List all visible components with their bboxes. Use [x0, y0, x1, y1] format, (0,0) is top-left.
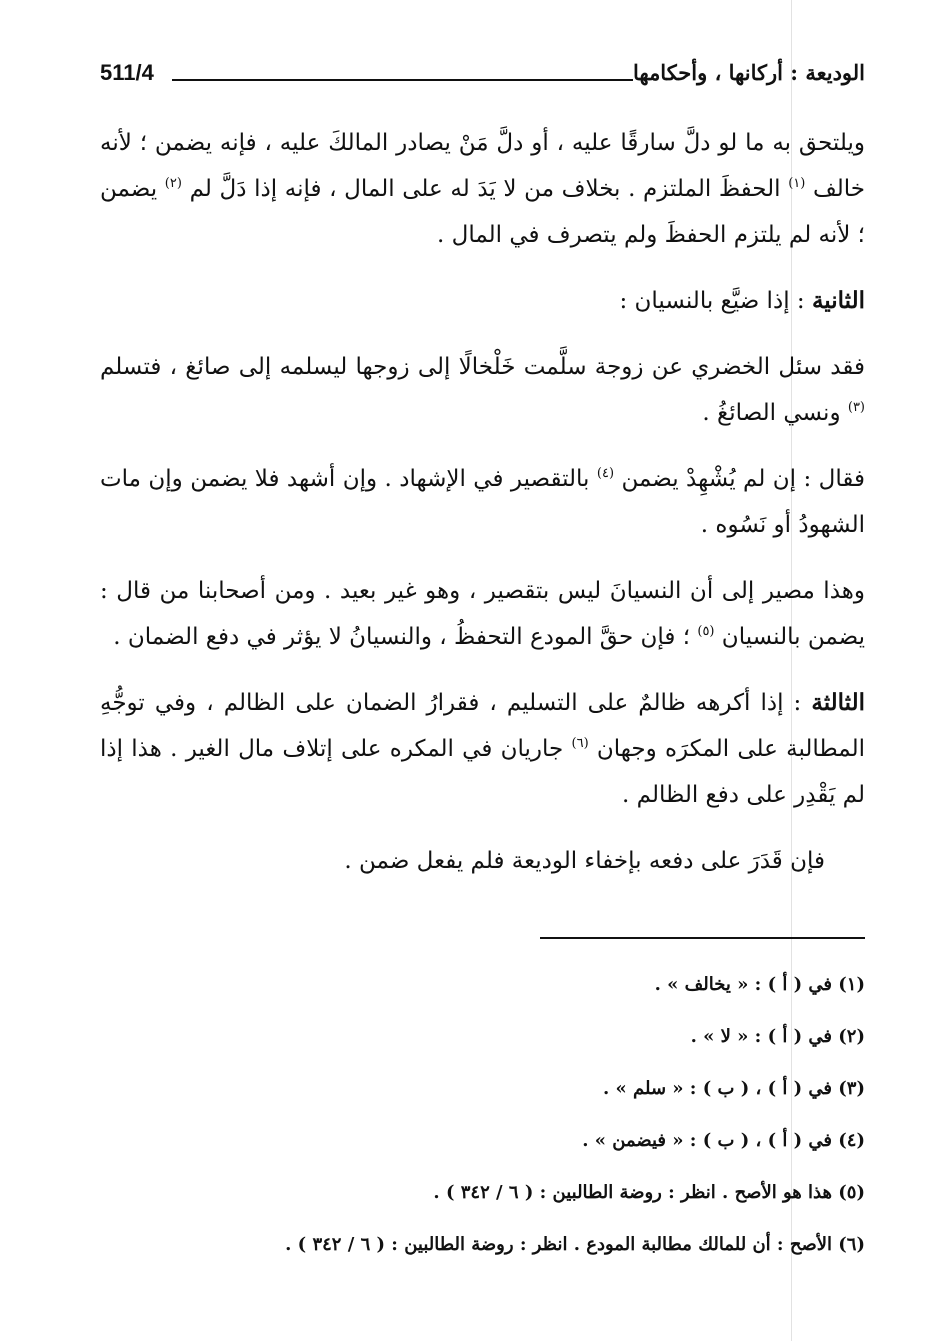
text-run: : إذا أكرهه ظالمٌ على التسليم ، فقرارُ الضمان على الظالم ، وفي توجُّهِ المطالبة على المكرَه وجهان: [100, 690, 865, 762]
header-rule: [172, 79, 633, 81]
paragraph-2: [100, 278, 865, 324]
text-run: فقال : إن لم يُشْهِدْ يضمن: [614, 466, 865, 492]
footnote-1: (١) في ( أ ) : « يخالف » .: [654, 974, 865, 995]
main-text: [100, 120, 865, 904]
footnote-5: (٥) هذا هو الأصح . انظر : روضة الطالبين : ( ٦ / ٣٤٢ ) .: [433, 1182, 865, 1203]
text-run: وهذا مصير إلى أن النسيانَ ليس بتقصير ، وهو غير بعيد . ومن أصحابنا من قال : يضمن بالنسيان: [100, 578, 865, 650]
footnote-4: (٤) في ( أ ) ، ( ب ) : « فيضمن » .: [582, 1130, 865, 1151]
paragraph-1: [100, 120, 865, 258]
text-run: جاريان في المكره على إتلاف مال الغير . هذا إذا لم يَقْدِر على دفع الظالم .: [100, 736, 865, 808]
paragraph-4: [100, 456, 865, 548]
footnote-3: (٣) في ( أ ) ، ( ب ) : « سلم » .: [602, 1078, 865, 1099]
footnote-ref-3: (٣): [847, 400, 865, 415]
header-title: الوديعة : أركانها ، وأحكامها: [632, 60, 865, 85]
text-run: : إذا ضيَّع بالنسيان :: [619, 288, 812, 314]
footnote-ref-5: (٥): [697, 624, 715, 639]
footnote-ref-2: (٢): [164, 176, 182, 191]
paragraph-5: [100, 568, 865, 660]
text-run: بالتقصير في الإشهاد . وإن أشهد فلا يضمن وإن مات الشهودُ أو نَسُوه .: [100, 466, 865, 538]
footnote-6: (٦) الأصح : أن للمالك مطالبة المودع . انظر : روضة الطالبين : ( ٦ / ٣٤٢ ) .: [285, 1234, 865, 1255]
footnote-ref-6: (٦): [571, 736, 589, 751]
paragraph-6: [100, 680, 865, 818]
text-run: يضمن ؛ لأنه لم يلتزم الحفظَ ولم يتصرف في المال .: [100, 176, 865, 248]
text-run: ويلتحق به ما لو دلَّ سارقًا عليه ، أو دلَّ مَنْ يصادر المالكَ عليه ، فإنه يضمن ؛ لأنه خالف: [100, 130, 866, 202]
section-lead-third: الثالثة: [811, 689, 865, 716]
running-header: [100, 60, 865, 96]
text-run: ؛ فإن حقَّ المودع التحفظُ ، والنسيانُ لا يؤثر في دفع الضمان .: [113, 624, 698, 650]
text-run: الحفظَ الملتزم . بخلاف من لا يَدَ له على المال ، فإنه إذا دَلَّ لم: [181, 176, 789, 202]
footnote-ref-4: (٤): [596, 466, 615, 481]
page-reference: 511/4: [100, 60, 154, 85]
paragraph-3: [100, 344, 865, 436]
paragraph-7: [100, 838, 865, 884]
section-lead-second: الثانية: [811, 287, 865, 314]
text-run: فقد سئل الخضري عن زوجة سلَّمت خَلْخالًا إلى زوجها ليسلمه إلى صائغ ، فتسلم: [100, 354, 865, 380]
text-run: فإن قَدَرَ على دفعه بإخفاء الوديعة فلم يفعل ضمن .: [344, 848, 825, 874]
footnotes: [100, 962, 865, 1274]
footnote-2: (٢) في ( أ ) : « لا » .: [690, 1026, 865, 1047]
text-run: ونسي الصائغُ .: [702, 400, 848, 426]
footnote-separator: [540, 937, 865, 939]
footnote-ref-1: (١): [788, 176, 806, 191]
